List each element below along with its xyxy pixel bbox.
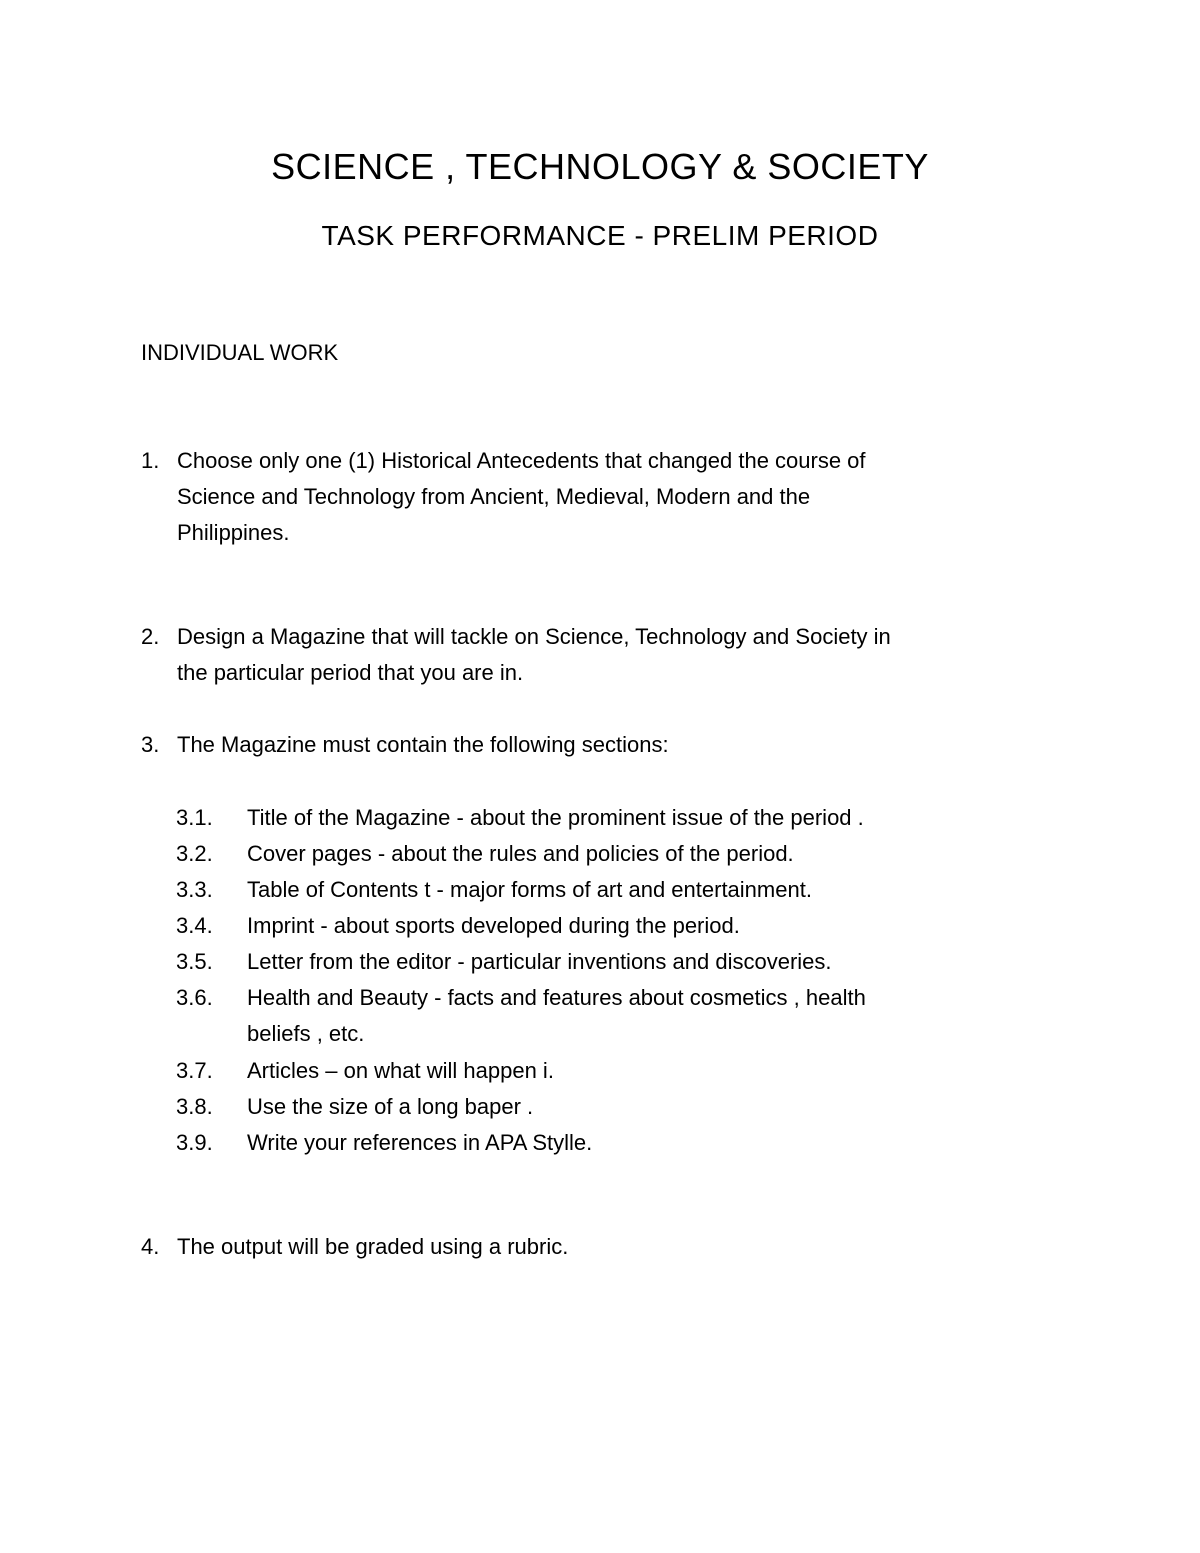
list-item-1 [141, 443, 1041, 551]
list-item-number: 2. [141, 624, 160, 649]
sub-list-item-3-3 [176, 872, 1036, 908]
list-item-text: The Magazine must contain the following sections: [177, 732, 669, 757]
sub-item-text: Cover pages - about the rules and policies of the period. [247, 841, 794, 866]
sub-item-number: 3.5. [176, 949, 213, 974]
sub-item-text: Health and Beauty - facts and features about cosmetics , health beliefs , etc. [247, 985, 866, 1046]
list-item-text: Choose only one (1) Historical Antecedents that changed the course of Science and Technology from Ancient, Medieval, Modern and the Philippines. [177, 448, 866, 545]
sub-list-item-3-9 [176, 1125, 1036, 1161]
section-label: INDIVIDUAL WORK [141, 340, 339, 365]
list-item-number: 4. [141, 1234, 160, 1259]
sub-item-text: Articles – on what will happen i. [247, 1058, 554, 1083]
list-item-2 [141, 619, 1041, 691]
sub-list-item-3-4 [176, 908, 1036, 944]
sub-item-number: 3.2. [176, 841, 213, 866]
sub-item-number: 3.7. [176, 1058, 213, 1083]
document-title: SCIENCE , TECHNOLOGY & SOCIETY [271, 146, 929, 187]
sub-list-item-3-2 [176, 836, 1036, 872]
sub-item-number: 3.9. [176, 1130, 213, 1155]
sub-item-number: 3.4. [176, 913, 213, 938]
sub-list-item-3-1 [176, 800, 1036, 836]
sub-item-text: Imprint - about sports developed during the period. [247, 913, 740, 938]
list-item-3 [141, 727, 1041, 763]
list-item-text: Design a Magazine that will tackle on Science, Technology and Society in the particular period that you are in. [177, 624, 891, 685]
list-item-number: 1. [141, 448, 160, 473]
sub-item-text: Title of the Magazine - about the prominent issue of the period . [247, 805, 864, 830]
sub-item-number: 3.1. [176, 805, 213, 830]
list-item-4 [141, 1229, 1041, 1265]
sub-item-text: Use the size of a long baper . [247, 1094, 534, 1119]
sub-item-text: Table of Contents t - major forms of art and entertainment. [247, 877, 812, 902]
list-item-number: 3. [141, 732, 160, 757]
sub-list-item-3-5 [176, 944, 1036, 980]
sub-item-number: 3.6. [176, 985, 213, 1010]
sub-list-item-3-8 [176, 1089, 1036, 1125]
sub-item-number: 3.3. [176, 877, 213, 902]
sub-item-number: 3.8. [176, 1094, 213, 1119]
list-item-text: The output will be graded using a rubric. [177, 1234, 569, 1259]
document-subtitle: TASK PERFORMANCE - PRELIM PERIOD [321, 220, 879, 251]
sub-item-text: Write your references in APA Stylle. [247, 1130, 593, 1155]
sub-list-item-3-7 [176, 1053, 1036, 1089]
sub-list-item-3-6 [176, 980, 1036, 1052]
sub-item-text: Letter from the editor - particular inventions and discoveries. [247, 949, 832, 974]
